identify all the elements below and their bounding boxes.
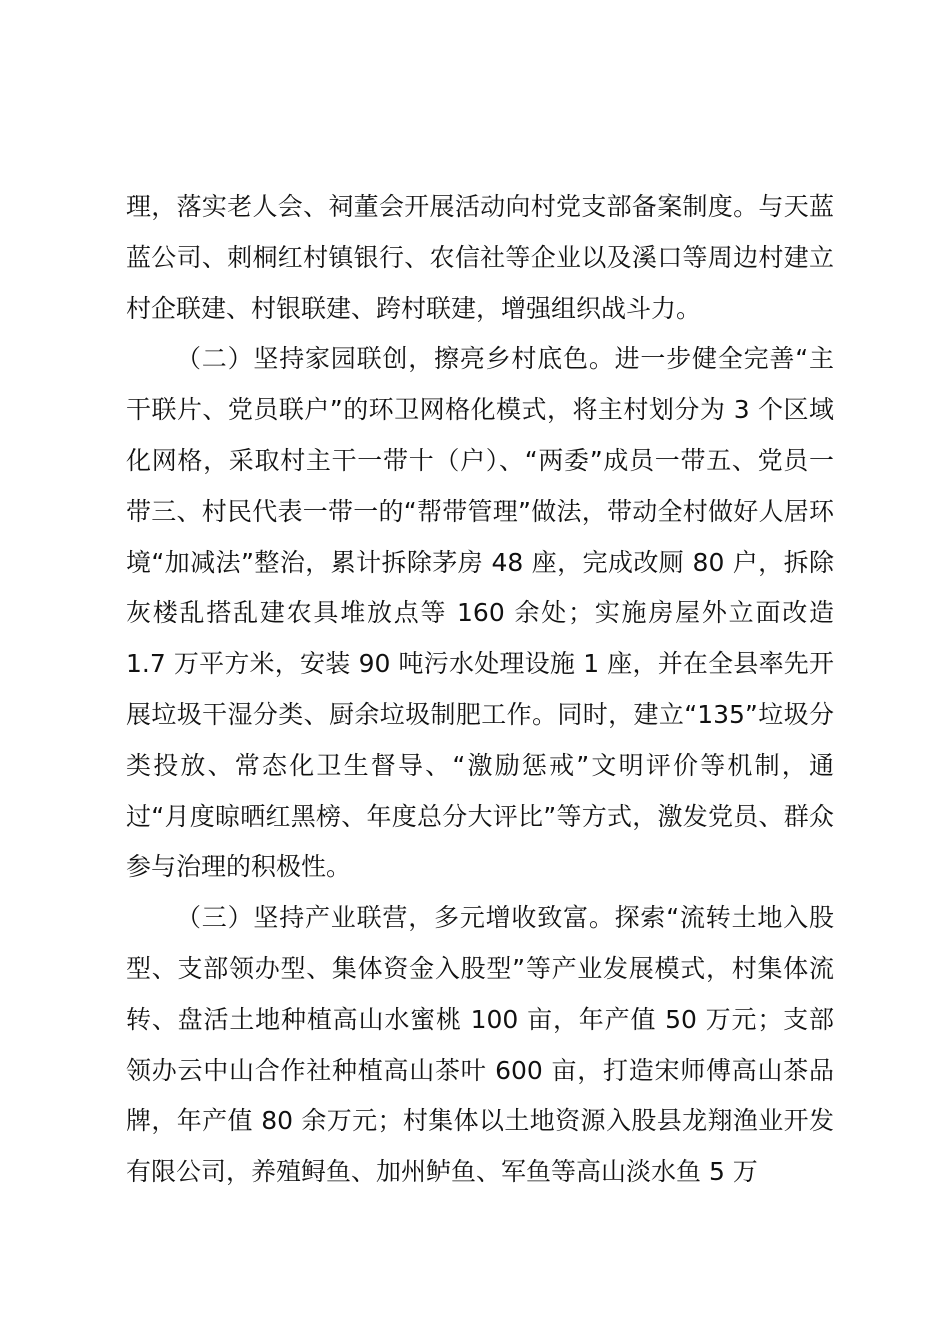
paragraph-section-3: （三）坚持产业联营，多元增收致富。探索“流转土地入股型、支部领办型、集体资金入股型”等产业发展模式，村集体流转、盘活土地种植高山水蜜桃 100 亩，年产值 50 万元；支部领办云中山合作社种植高山茶叶 600 亩，打造宋师傅高山茶品牌，年产值 80 余万元；村集体以土地资源入股县龙翔渔业开发有限公司，养殖鲟鱼、加州鲈鱼、军鱼等高山淡水鱼 5 万 (126, 903, 834, 1187)
paragraph-section-2: （二）坚持家园联创，擦亮乡村底色。进一步健全完善“主干联片、党员联户”的环卫网格化模式，将主村划分为 3 个区域化网格，采取村主干一带十（户）、“两委”成员一带五、党员一带三、村民代表一带一的“帮带管理”做法，带动全村做好人居环境“加减法”整治，累计拆除茅房 48 座，完成改厕 80 户，拆除灰楼乱搭乱建农具堆放点等 160 余处；实施房屋外立面改造 1.7 万平方米，安装 90 吨污水处理设施 1 座，并在全县率先开展垃圾干湿分类、厨余垃圾制肥工作。同时，建立“135”垃圾分类投放、常态化卫生督导、“激励惩戒”文明评价等机制，通过“月度晾晒红黑榜、年度总分大评比”等方式，激发党员、群众参与治理的积极性。 (126, 344, 834, 882)
paragraph-continuation: 理，落实老人会、祠董会开展活动向村党支部备案制度。与天蓝蓝公司、刺桐红村镇银行、农信社等企业以及溪口等周边村建立村企联建、村银联建、跨村联建，增强组织战斗力。 (126, 192, 834, 323)
body-text (126, 182, 834, 1198)
